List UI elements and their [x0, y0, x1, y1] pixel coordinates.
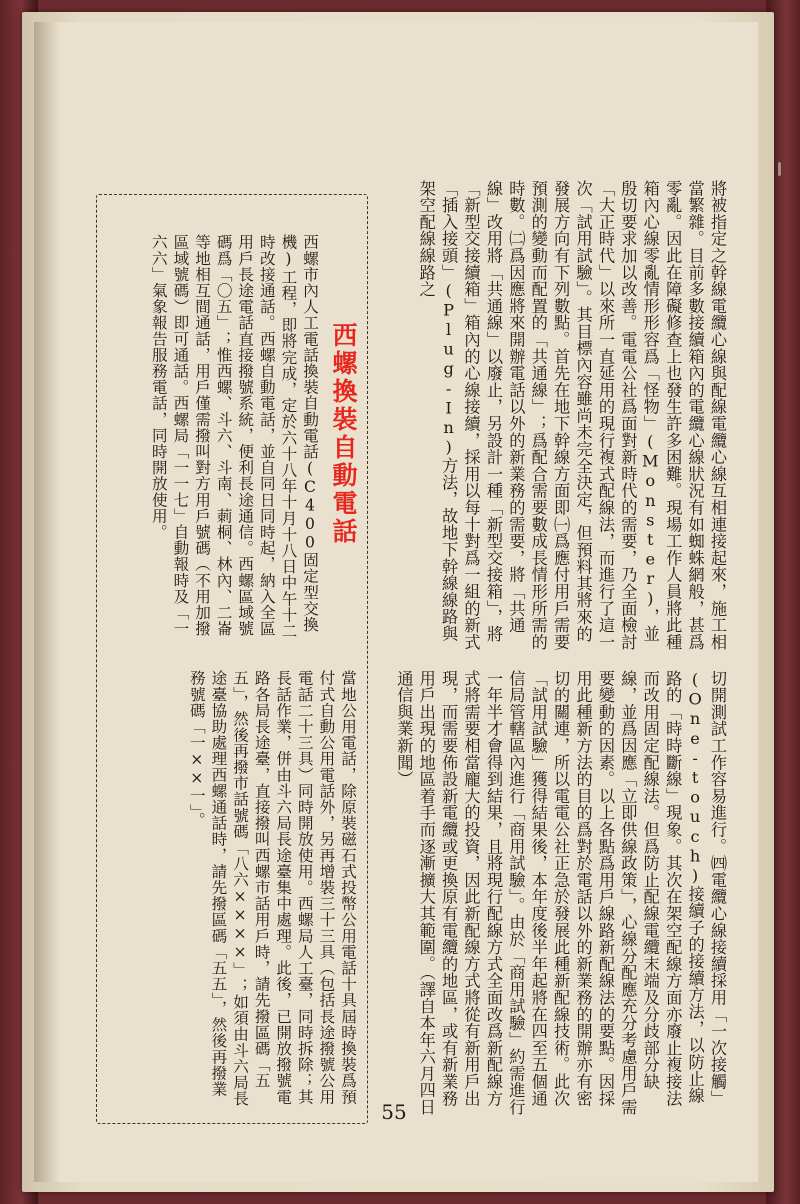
sidebar-text-top: 西螺市內人工電話換裝自動電話(C400固定型交換機)工程，即將完成，定於六十八年十月十八日中午十二時改接通話。西螺自動電話，並自同日同時起，納入全區用戶長途電話直接撥號系統，便利長途通信。西螺區域號碼爲「〇五」；惟西螺、斗六、斗南、莿桐、林內、二崙等地相互間通話，用戶僅需撥叫對方用戶號碼（不用加撥區域號碼）即可通話。西螺局「一一七」自動報時及「一六六」氣象報告服務電話，同時開放使用。	[149, 234, 319, 639]
book-page	[34, 22, 758, 1182]
sidebar-title: 西螺換裝自動電話	[329, 322, 358, 546]
article-text-bottom: 切開測試工作容易進行。㈣電纜心線接續採用「一次接觸」(One-touch)接續子的接續方法，以防止線路的「時時斷線」現象。其次在架空配線方面亦廢止複接法而改用固定配線法。但爲防止配線電纜末端及分歧部分缺線，並爲因應「立即供線政策」，心線分配應充分考慮用戶需要變動的因素。以上各點爲用戶線路新配線法的要點。因採用此種新方法的目的爲對於電話以外的新業務的開辦亦有密切的關連，所以電電公社正急於發展此種新配線技術。此次「試用試驗」獲得結果後，本年度後半年起將在四至五個通信局管轄區內進行「商用試驗」。由於「商用試驗」約需進行一年半才會得到結果，且將現行配線方式全面改爲新配線方式將需要相當龐大的投資，因此新配線方式將從有新用戶出現，而需要佈設新電纜或更換原有電纜的地區，或有新業務用戶出現的地區着手而逐漸擴大其範圍。（譯自本年六月四日通信與業新聞）	[394, 670, 727, 1116]
sidebar-text-bottom: 當地公用電話，除原裝磁石式投幣公用電話十具屆時換裝爲預付式自動公用電話外，另再增裝三十三具（包括長途撥號公用電話二十三具）同時開放使用。西螺局人工臺，同時拆除；其長話作業，併由斗六局長途臺集中處理。此後，已開放撥號電路各局長途臺，直接撥叫西螺市話用戶時，請先撥區碼「五五」，然後再撥市話號碼「八六××××」；如須由斗六局長途臺協助處理西螺通話時，請先撥區碼「五五」，然後再撥業務號碼「一××一」。	[187, 670, 357, 1107]
binding-stitch	[778, 162, 781, 176]
gutter-shadow	[34, 22, 60, 1182]
article-text-top: 將被指定之幹線電纜心線與配線電纜心線互相連接起來，施工相當繁雜。目前多數接續箱內的電纜心線狀況有如蜘蛛網般，甚爲零亂。因此在障礙修查上也發生許多困難。現場工作人員將此種箱內心線零亂情形形容爲「怪物」(Monster)，並殷切要求加以改善。電電公社爲面對新時代的需要，乃全面檢討「大正時代」以來所一直延用的現行複式配線法，而進行了這一次「試用試驗」。其目標內容雖尚未完全決定，但預料其將來的發展方向有下列數點。首先在地下幹線方面即㈠爲應付用戶需要預測的變動而配置的「共通線」；爲配合需要數成長情形所需的時數。㈡爲因應將來開辦電話以外的新業務的需要，將「共通線」改用將「共通線」以廢止，另設計一種「新型交接箱」，將「新型交接續箱」箱內的心線接續，採用以每十對爲一組的新式「插入接頭」(Plug-In)方法，故地下幹線線路與架空配線線路之	[416, 180, 727, 651]
page-number: 55	[381, 1100, 407, 1124]
